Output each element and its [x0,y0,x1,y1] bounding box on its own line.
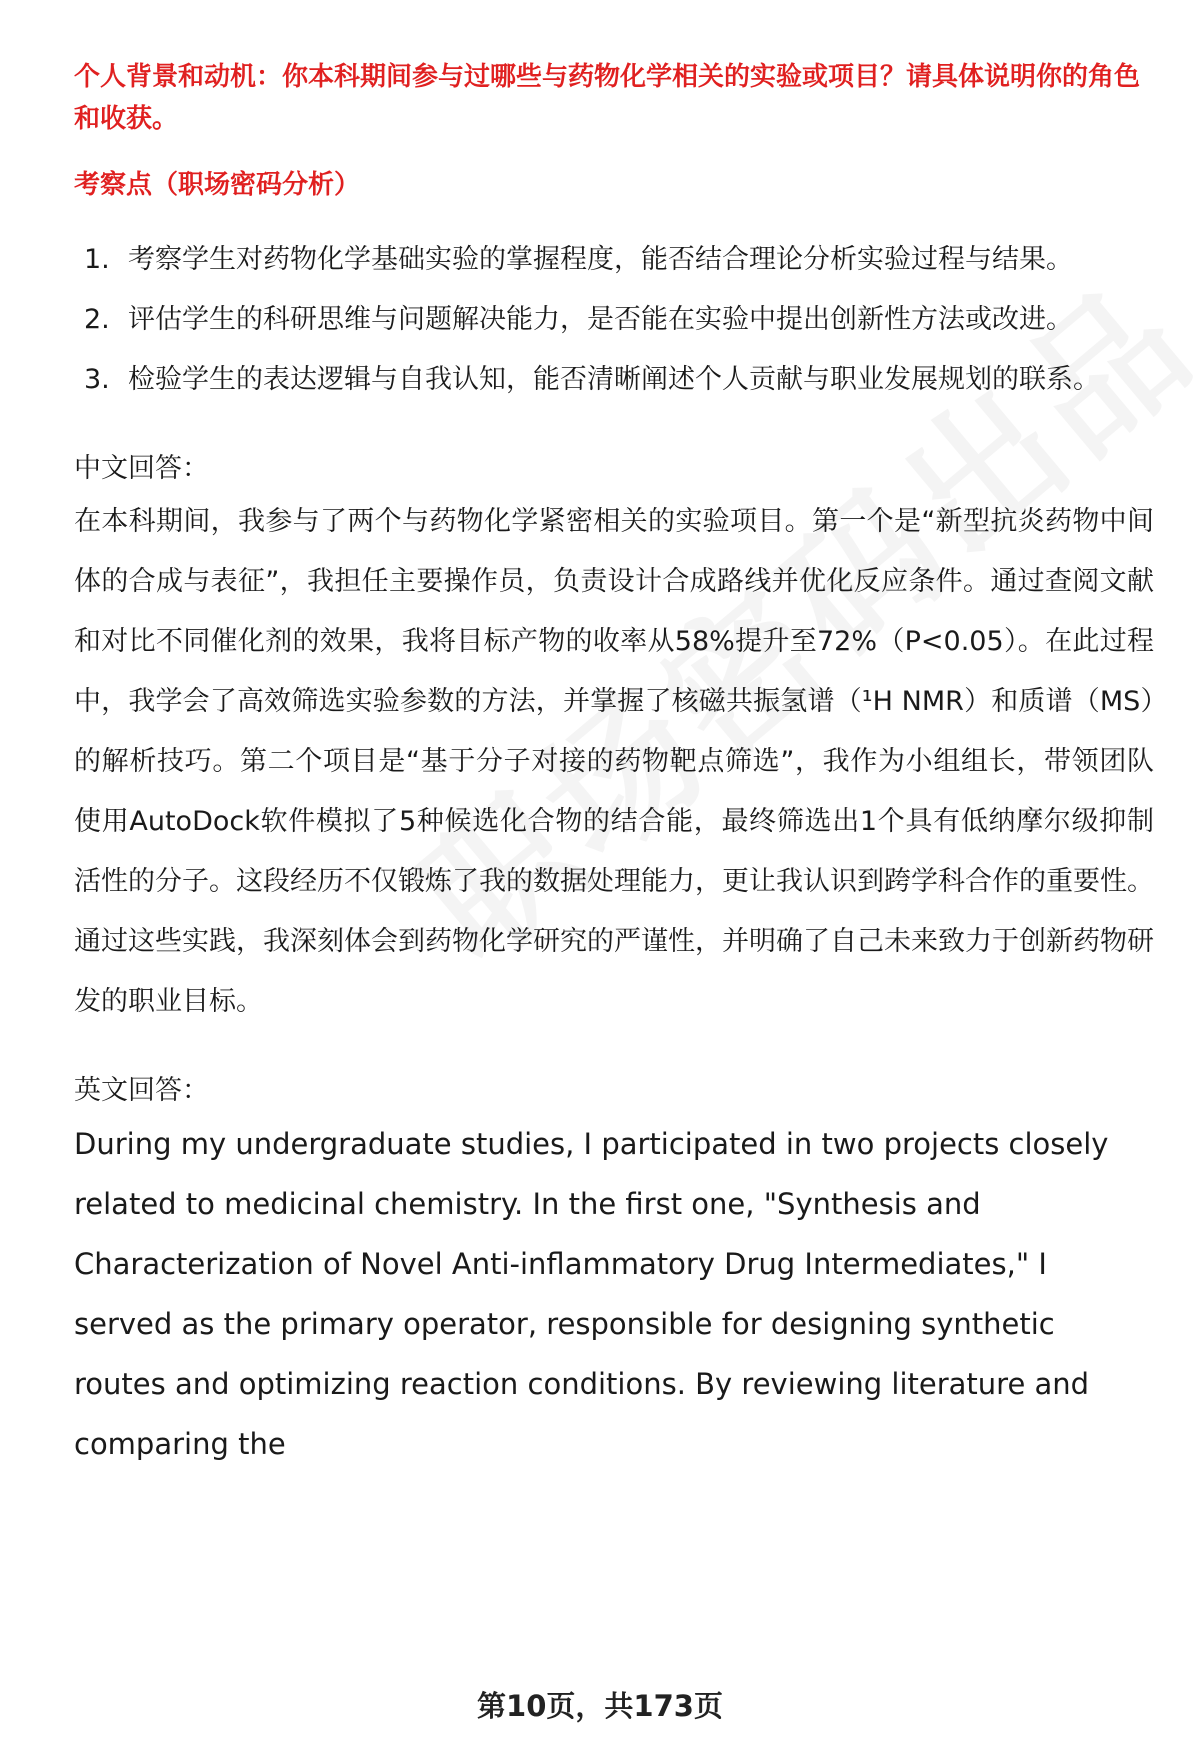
assessment-point [74,230,1154,290]
point-number: 2. [84,304,110,335]
page-content [74,56,1154,1474]
question-heading: 个人背景和动机：你本科期间参与过哪些与药物化学相关的实验或项目？请具体说明你的角色和收获。 [74,62,1141,134]
assessment-points-list [74,230,1154,410]
assessment-points-title: 考察点（职场密码分析） [74,170,361,200]
point-number: 3. [84,364,110,395]
point-number: 1. [84,244,110,275]
english-answer-text: During my undergraduate studies, I participated in two projects closely related to medicinal chemistry. In the first one, "Synthesis and Characterization of Novel Anti-inflammatory Drug Intermediates," I served as the primary operator, responsible for designing synthetic routes and optimizing reaction conditions. By reviewing literature and comparing the [74,1127,1109,1461]
point-text: 考察学生对药物化学基础实验的掌握程度，能否结合理论分析实验过程与结果。 [128,244,1073,275]
page-number-footer: 第10页，共173页 [477,1689,723,1723]
point-text: 评估学生的科研思维与问题解决能力，是否能在实验中提出创新性方法或改进。 [128,304,1073,335]
assessment-point [74,290,1154,350]
point-text: 检验学生的表达逻辑与自我认知，能否清晰阐述个人贡献与职业发展规划的联系。 [128,364,1100,395]
english-answer-label: 英文回答： [74,1075,209,1106]
chinese-answer-text: 在本科期间，我参与了两个与药物化学紧密相关的实验项目。第一个是“新型抗炎药物中间体的合成与表征”，我担任主要操作员，负责设计合成路线并优化反应条件。通过查阅文献和对比不同催化剂的效果，我将目标产物的收率从58%提升至72%（P<0.05）。在此过程中，我学会了高效筛选实验参数的方法，并掌握了核磁共振氢谱（¹H NMR）和质谱（MS）的解析技巧。第二个项目是“基于分子对接的药物靶点筛选”，我作为小组组长，带领团队使用AutoDock软件模拟了5种候选化合物的结合能，最终筛选出1个具有低纳摩尔级抑制活性的分子。这段经历不仅锻炼了我的数据处理能力，更让我认识到跨学科合作的重要性。通过这些实践，我深刻体会到药物化学研究的严谨性，并明确了自己未来致力于创新药物研发的职业目标。 [74,506,1154,1017]
assessment-point [74,350,1154,410]
chinese-answer-label: 中文回答： [74,453,209,484]
